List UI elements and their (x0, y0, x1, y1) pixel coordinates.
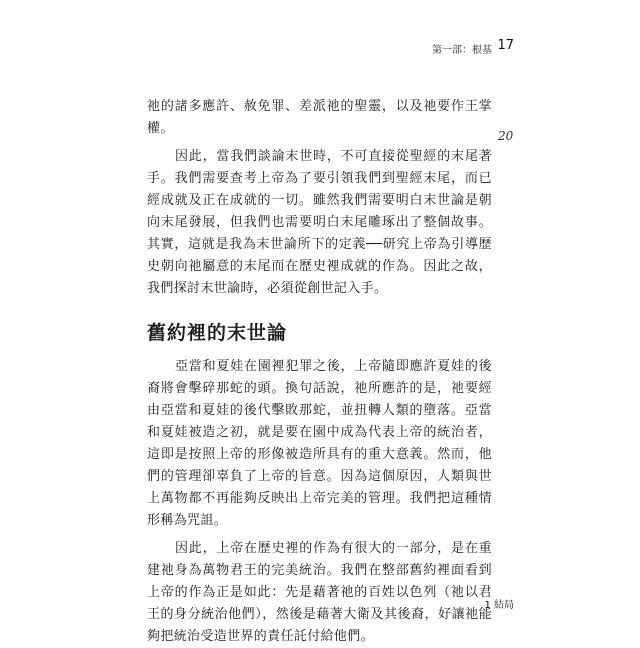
paragraph-kingship: 因此，上帝在歷史裡的作為有很大的一部分，是在重建祂身為萬物君王的完美統治。我們在整部舊約裡面看到上帝的作為正是如此：先是藉著祂的百姓以色列（祂以君王的身分統治他們），然後是藉著大衛及其後裔，好讓祂能夠把統治受造世界的責任託付給他們。 (147, 541, 492, 644)
margin-page-reference: 20 (498, 129, 514, 143)
running-head: 第一部：根基 (432, 45, 492, 56)
body-text (147, 96, 492, 648)
section-heading: 舊約裡的末世論 (147, 322, 288, 344)
page-footer: 1 結局 (484, 600, 514, 611)
page-number: 17 (497, 38, 514, 53)
paragraph-adam-eve: 亞當和夏娃在園裡犯罪之後，上帝隨即應許夏娃的後裔將會擊碎那蛇的頭。換句話說，祂所應許的是，祂要經由亞當和夏娃的後代擊敗那蛇，並扭轉人類的墮落。亞當和夏娃被造之初，就是要在園中成為代表上帝的統治者，這即是按照上帝的形像被造所具有的重大意義。然而，他們的管理卻辜負了上帝的旨意。因為這個原因，人類與世上萬物都不再能夠反映出上帝完美的管理。我們把這種情形稱為咒詛。 (147, 359, 492, 528)
page-header (0, 38, 640, 58)
paragraph-continued: 祂的諸多應許、赦免罪、差派祂的聖靈，以及祂要作王掌權。 (147, 99, 492, 136)
paragraph-eschatology-definition: 因此，當我們談論末世時，不可直接從聖經的末尾著手。我們需要查考上帝為了要引領我們到聖經末尾，而已經成就及正在成就的一切。雖然我們需要明白末世論是朝向末尾發展，但我們也需要明白末尾雕琢出了整個故事。其實，這就是我為末世論所下的定義──研究上帝為引導歷史朝向祂屬意的末尾而在歷史裡成就的作為。因此之故，我們探討末世論時，必須從創世記入手。 (147, 149, 492, 296)
